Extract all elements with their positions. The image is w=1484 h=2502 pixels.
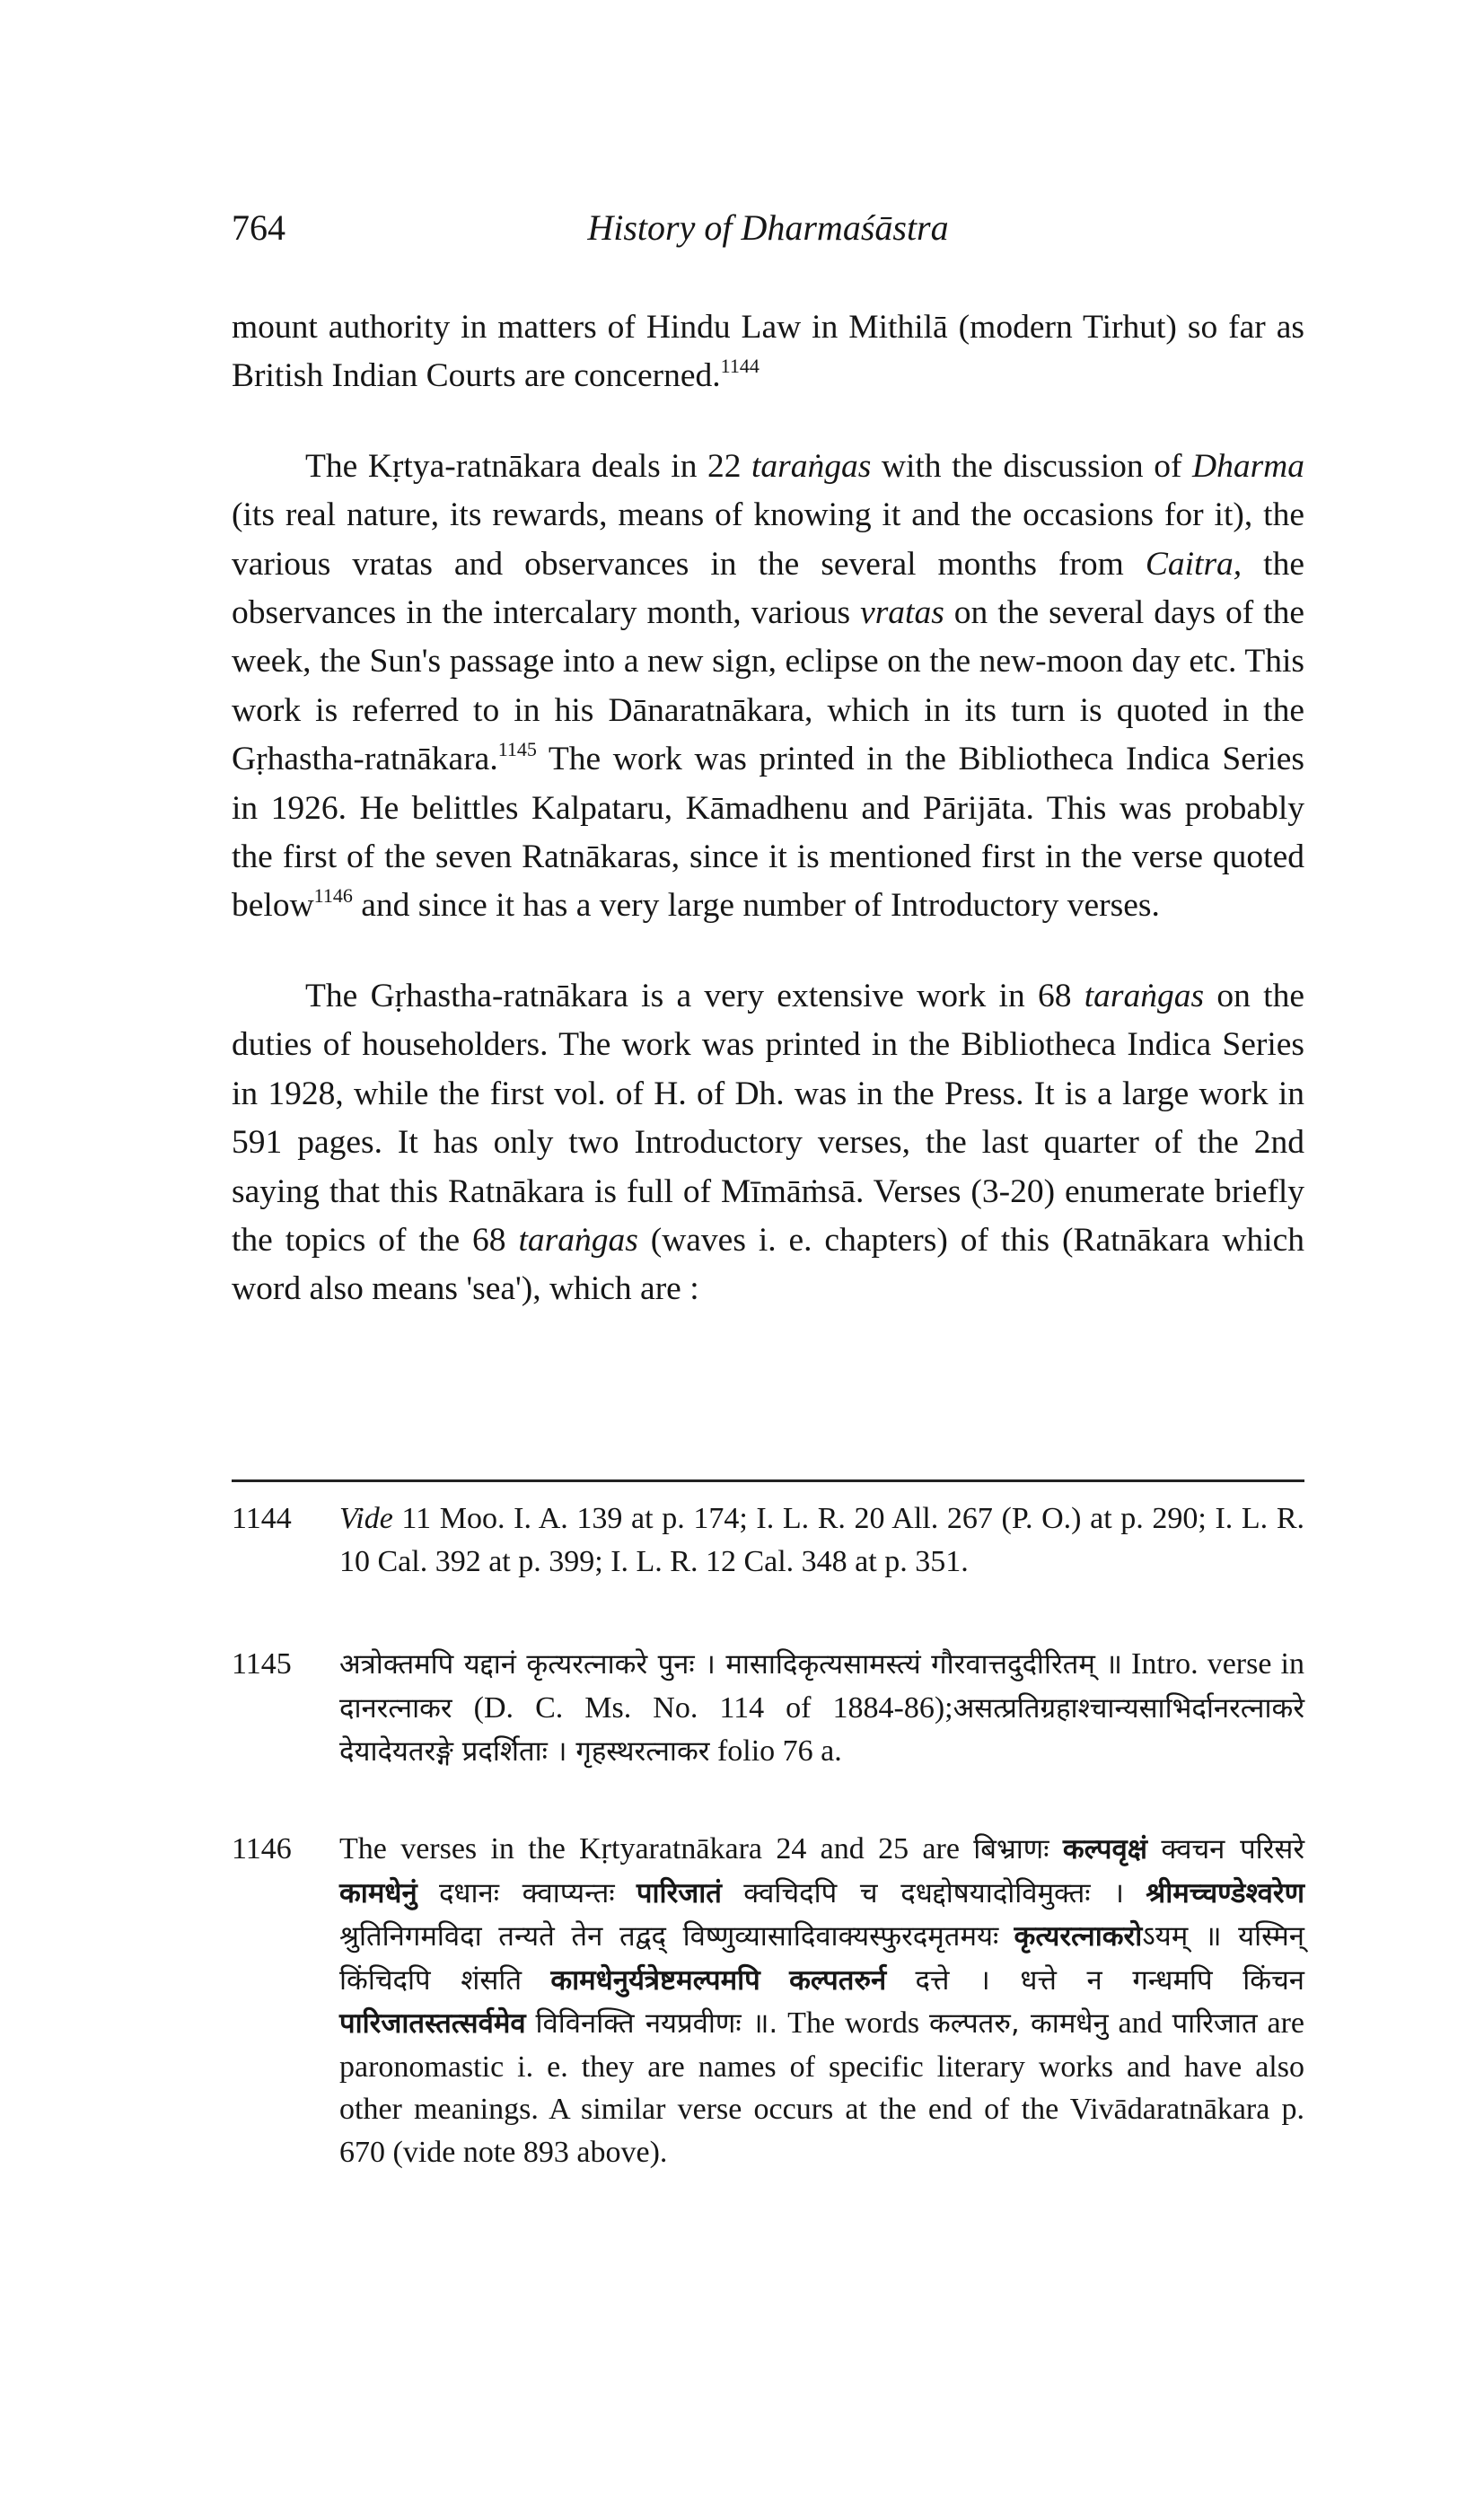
paragraph-continuation: mount authority in matters of Hindu Law in Mithilā (modern Tirhut) so far as British Indian Courts are concerned.$^{1144}$: [232, 309, 1304, 395]
footnote-ref-1144[interactable]: 1144: [720, 355, 760, 378]
footnote-text: अत्रोक्तमपि यद्दानं कृत्यरत्नाकरे पुनः । मासादिकृत्यसामस्त्यं गौरवात्तदुदीरितम् ॥ Intro. verse in दानरत्नाकर (D. C. Ms. No. 114 of 1884-86);असत्प्रतिग्रहाश्चान्यसाभिर्दानरत्नाकरे देयादेयतरङ्गे प्रदर्शिताः । गृहस्थरत्नाकर folio 76 a.: [339, 1647, 1304, 1768]
footnote-text: Vide 11 Moo. I. A. 139 at p. 174; I. L. R. 20 All. 267 (P. O.) at p. 290; I. L. R. 10 Cal. 392 at p. 399; I. L. R. 12 Cal. 348 at p. 351.: [339, 1502, 1304, 1578]
footnote-ref-1145[interactable]: 1145: [497, 738, 537, 761]
footnote-1145: [232, 1643, 1304, 1774]
paragraph-grhastha-ratnakara: The Gṛhastha-ratnākara is a very extensive work in 68 taraṅgas on the duties of householders. The work was printed in the Bibliotheca Indica Series in 1928, while the first vol. of H. of Dh. was in the Press. It is a large work in 591 pages. It has only two Introductory verses, the last quarter of the 2nd saying that this Ratnākara is full of Mīmāṁsā. Verses (3-20) enumerate briefly the topics of the 68 taraṅgas (waves i. e. chapters) of this (Ratnākara which word also means 'sea'), which are :: [232, 977, 1304, 1308]
footnote-text: The verses in the Kṛtyaratnākara 24 and 25 are बिभ्राणः कल्पवृक्षं क्वचन परिसरे कामधेनुं दधानः क्वाप्यन्तः पारिजातं क्वचिदपि च दधद्दोषयादोविमुक्तः । श्रीमच्चण्डेश्वरेण श्रुतिनिगमविदा तन्यते तेन तद्वद् विष्णुव्यासादिवाक्यस्फुरदमृतमयः कृत्यरत्नाकरोऽयम् ॥ यस्मिन् किंचिदपि शंसति कामधेनुर्यत्रेष्टमल्पमपि कल्पतरुर्न दत्ते । धत्ते न गन्धमपि किंचन पारिजातस्तत्सर्वमेव विविनक्ति नयप्रवीणः ॥. The words कल्पतरु, कामधेनु and पारिजात are paronomastic i. e. they are names of specific literary works and have also other meanings. A similar verse occurs at the end of the Vivādaratnākara p. 670 (vide note 893 above).: [339, 1832, 1305, 2169]
page-number: 764: [232, 207, 285, 248]
footnote-number: 1144: [232, 1502, 292, 1535]
paragraph-krtya-ratnakara: The Kṛtya-ratnākara deals in 22 taraṅgas with the discussion of Dharma (its real nature, its rewards, means of knowing it and the occasions for it), the various vratas and observances in the several months from Caitra, the observances in the intercalary month, various vratas on the several days of the week, the Sun's passage into a new sign, eclipse on the new-moon day etc. This work is referred to in his Dānaratnākara, which in its turn is quoted in the Gṛhastha-ratnākara.$^{1145}$ The work was printed in the Bibliotheca Indica Series in 1926. He belittles Kalpataru, Kāmadhenu and Pārijāta. This was probably the first of the seven Ratnākaras, since it is mentioned first in the verse quoted below$^{1146}$ and since it has a very large number of Introductory verses.: [232, 447, 1304, 925]
main-text: [232, 303, 1304, 1314]
footnote-number: 1145: [232, 1647, 292, 1681]
running-header: [232, 206, 1304, 269]
footnote-1144: [232, 1497, 1304, 1583]
footnote-ref-1146[interactable]: 1146: [313, 884, 353, 908]
footnote-divider: [232, 1479, 1304, 1482]
footnote-number: 1146: [232, 1832, 292, 1866]
running-title: History of Dharmaśāstra: [587, 207, 949, 248]
footnote-1146: [232, 1828, 1304, 2173]
